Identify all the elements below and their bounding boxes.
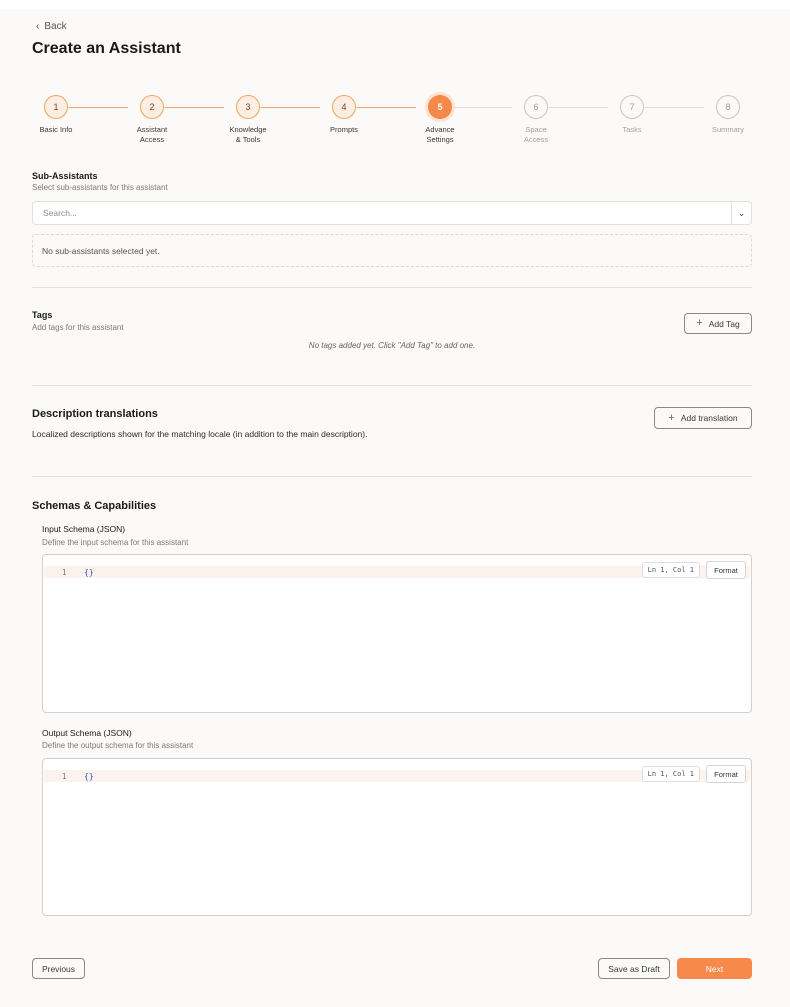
add-tag-label: Add Tag (708, 318, 740, 329)
step-number: 6 (524, 95, 548, 119)
chevron-down-icon[interactable]: ⌄ (731, 202, 751, 224)
step-knowledge-tools[interactable] (213, 87, 283, 145)
step-label: Access (523, 135, 549, 144)
input-schema-subtitle: Define the input schema for this assistant (42, 538, 189, 547)
page-container (0, 9, 790, 1007)
step-label: Basic Info (39, 125, 73, 134)
step-summary[interactable] (693, 87, 763, 135)
schemas-title: Schemas & Capabilities (32, 500, 157, 512)
step-number: 7 (620, 95, 644, 119)
translations-description: Localized descriptions shown for the matching locale (in addition to the main description). (32, 429, 368, 439)
step-number: 2 (140, 95, 164, 119)
step-label: Advance (425, 125, 455, 134)
step-space-access[interactable] (501, 87, 571, 145)
step-label: Prompts (330, 125, 358, 134)
section-divider (32, 287, 752, 288)
input-schema-editor[interactable] (42, 554, 752, 713)
add-translation-label: Add translation (680, 413, 738, 423)
tags-empty: No tags added yet. Click "Add Tag" to add one. (308, 341, 476, 350)
format-button[interactable]: Format (706, 561, 746, 579)
output-schema-subtitle: Define the output schema for this assistant (42, 741, 194, 750)
step-label: Summary (711, 125, 745, 134)
step-number: 5 (428, 95, 452, 119)
line-number: 1 (62, 772, 67, 781)
sub-assistants-title: Sub-Assistants (32, 171, 98, 181)
step-label: Space (525, 125, 547, 134)
save-draft-button[interactable]: Save as Draft (598, 958, 670, 979)
step-number: 1 (44, 95, 68, 119)
section-divider (32, 476, 752, 477)
step-label: Knowledge (229, 125, 267, 134)
code-text[interactable]: {} (84, 568, 94, 577)
code-text[interactable]: {} (84, 772, 94, 781)
step-label: Access (139, 135, 165, 144)
page-title: Create an Assistant (32, 40, 181, 57)
sub-assistants-subtitle: Select sub-assistants for this assistant (32, 183, 168, 192)
cursor-position: Ln 1, Col 1 (642, 766, 700, 782)
step-basic-info[interactable] (21, 87, 91, 135)
output-schema-editor[interactable] (42, 758, 752, 916)
translations-title: Description translations (32, 408, 158, 420)
format-button[interactable]: Format (706, 765, 746, 783)
previous-button[interactable]: Previous (32, 958, 85, 979)
next-button[interactable]: Next (677, 958, 752, 979)
back-link[interactable] (36, 21, 67, 32)
step-label: Tasks (622, 125, 642, 134)
line-number: 1 (62, 568, 67, 577)
step-assistant-access[interactable] (117, 87, 187, 145)
step-tasks[interactable] (597, 87, 667, 135)
step-number: 8 (716, 95, 740, 119)
search-input[interactable]: Search... (43, 208, 78, 218)
sub-assistants-empty: No sub-assistants selected yet. (32, 234, 752, 267)
back-label: Back (44, 21, 67, 32)
step-number: 4 (332, 95, 356, 119)
tags-title: Tags (32, 310, 53, 320)
plus-icon: + (696, 317, 703, 329)
step-label: Assistant (136, 125, 168, 134)
chevron-left-icon: ‹ (36, 21, 40, 32)
step-advance-settings[interactable] (405, 87, 475, 145)
wizard-stepper (0, 87, 790, 147)
tags-subtitle: Add tags for this assistant (32, 323, 124, 332)
step-number: 3 (236, 95, 260, 119)
plus-icon: + (668, 411, 675, 424)
step-label: Settings (426, 135, 454, 144)
add-translation-button[interactable] (654, 407, 752, 429)
step-label: & Tools (235, 135, 261, 144)
sub-assistants-search[interactable] (32, 201, 752, 225)
add-tag-button[interactable] (684, 313, 752, 334)
output-schema-title: Output Schema (JSON) (42, 728, 132, 738)
cursor-position: Ln 1, Col 1 (642, 562, 700, 578)
section-divider (32, 385, 752, 386)
step-prompts[interactable] (309, 87, 379, 135)
input-schema-title: Input Schema (JSON) (42, 524, 126, 534)
